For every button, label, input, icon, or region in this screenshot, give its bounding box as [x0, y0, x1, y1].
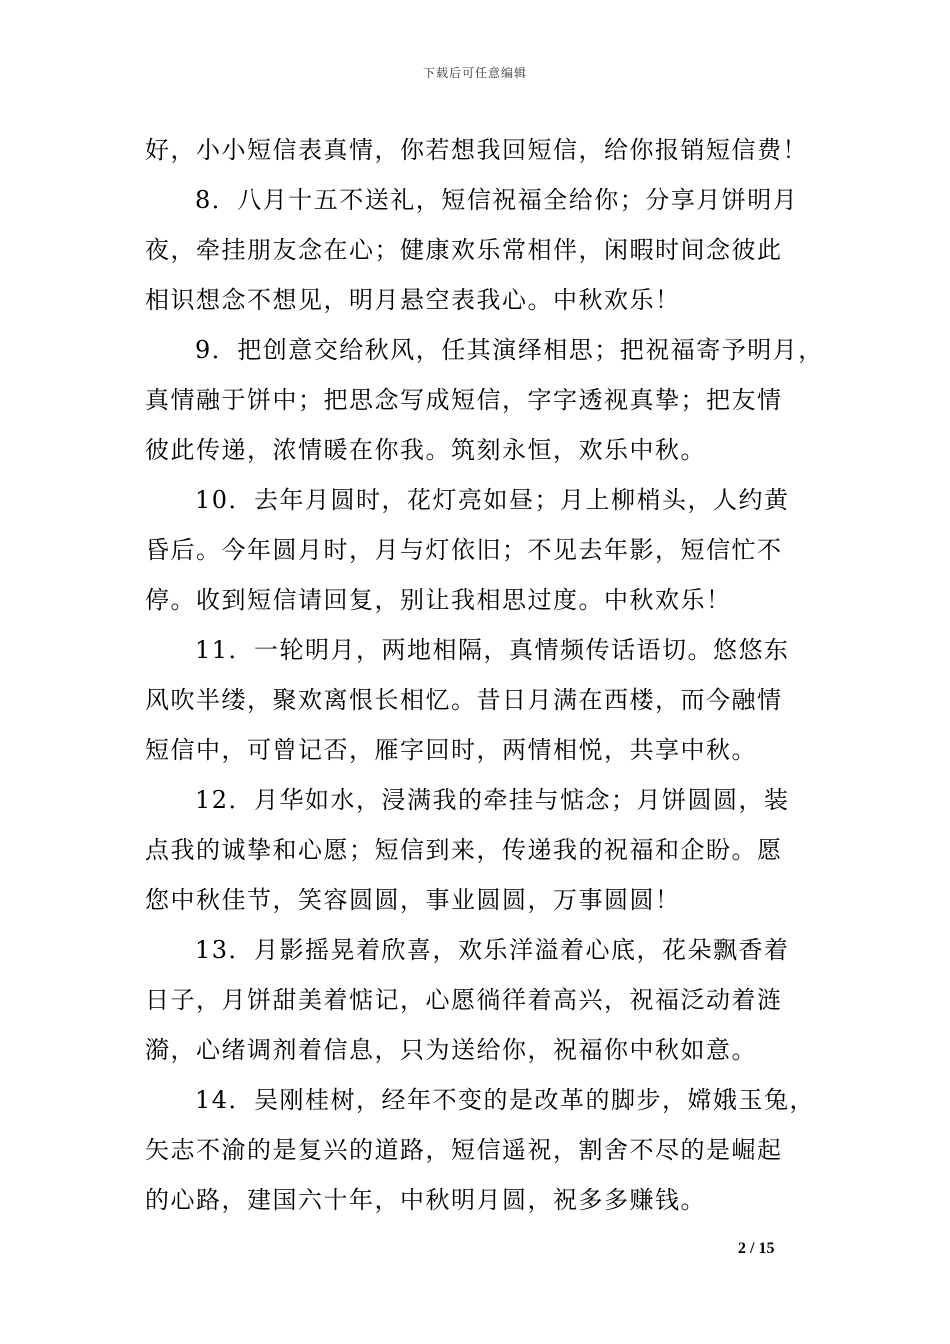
page-number: 2 / 15 — [738, 1240, 775, 1257]
text-line: 停。收到短信请回复，别让我相思过度。中秋欢乐！ — [145, 586, 732, 614]
paragraph-start-line: 14．吴刚桂树，经年不变的是改革的脚步，嫦娥玉兔， — [195, 1086, 816, 1114]
text-line: 夜，牵挂朋友念在心；健康欢乐常相伴，闲暇时间念彼此 — [145, 236, 783, 264]
text-line: 风吹半缕，聚欢离恨长相忆。昔日月满在西楼，而今融情 — [145, 686, 783, 714]
text-line: 相识想念不想见，明月悬空表我心。中秋欢乐！ — [145, 286, 681, 314]
paragraph-start-line: 12．月华如水，浸满我的牵挂与惦念；月饼圆圆，装 — [195, 786, 790, 814]
paragraph-start-line: 10．去年月圆时，花灯亮如昼；月上柳梢头，人约黄 — [195, 486, 790, 514]
text-line: 的心路，建国六十年，中秋明月圆，祝多多赚钱。 — [145, 1186, 706, 1214]
text-line: 漪，心绪调剂着信息，只为送给你，祝福你中秋如意。 — [145, 1036, 757, 1064]
text-line: 点我的诚挚和心愿；短信到来，传递我的祝福和企盼。愿 — [145, 836, 783, 864]
text-line: 彼此传递，浓情暖在你我。筑刻永恒，欢乐中秋。 — [145, 436, 706, 464]
paragraph-start-line: 13．月影摇晃着欣喜，欢乐洋溢着心底，花朵飘香着 — [195, 936, 790, 964]
document-body — [145, 125, 824, 1225]
text-line: 您中秋佳节，笑容圆圆，事业圆圆，万事圆圆！ — [145, 886, 681, 914]
paragraph-start-line: 9．把创意交给秋风，任其演绎相思；把祝福寄予明月， — [195, 336, 824, 364]
text-line: 好，小小短信表真情，你若想我回短信，给你报销短信费！ — [145, 136, 808, 164]
text-line: 日子，月饼甜美着惦记，心愿徜徉着高兴，祝福泛动着涟 — [145, 986, 783, 1014]
text-line: 真情融于饼中；把思念写成短信，字字透视真挚；把友情 — [145, 386, 783, 414]
text-line: 短信中，可曾记否，雁字回时，两情相悦，共享中秋。 — [145, 736, 757, 764]
paragraph-start-line: 8．八月十五不送礼，短信祝福全给你；分享月饼明月 — [195, 186, 799, 214]
text-line: 矢志不渝的是复兴的道路，短信遥祝，割舍不尽的是崛起 — [145, 1136, 783, 1164]
page-header: 下载后可任意编辑 — [422, 66, 527, 80]
paragraph-start-line: 11．一轮明月，两地相隔，真情频传话语切。悠悠东 — [195, 636, 790, 664]
text-line: 昏后。今年圆月时，月与灯依旧；不见去年影，短信忙不 — [145, 536, 783, 564]
